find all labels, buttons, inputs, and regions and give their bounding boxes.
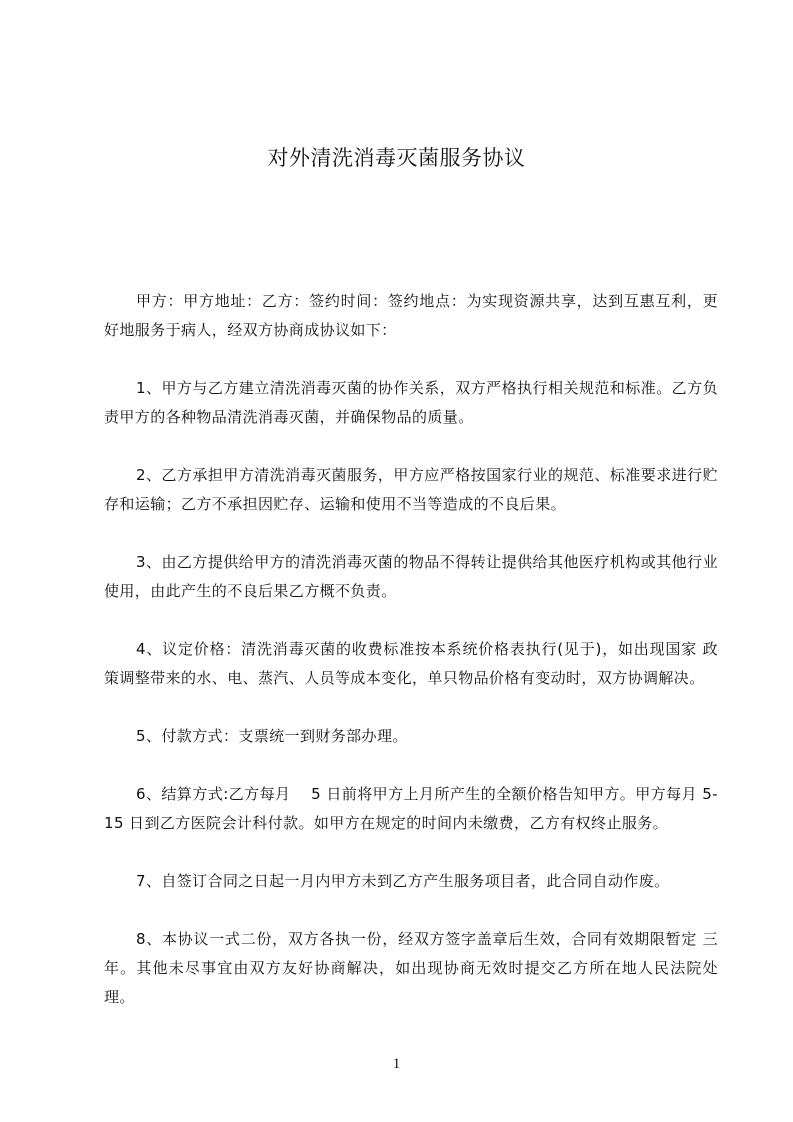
clause-1-paragraph: 1、甲方与乙方建立清洗消毒灭菌的协作关系，双方严格执行相关规范和标准。乙方负责甲方的各种物品清洗消毒灭菌，并确保物品的质量。 xyxy=(104,379,718,426)
clause-6-paragraph: 6、结算方式:乙方每月 5 日前将甲方上月所产生的全额价格告知甲方。甲方每月 5-15 日到乙方医院会计科付款。如甲方在规定的时间内未缴费，乙方有权终止服务。 xyxy=(104,785,718,832)
clause-5-paragraph: 5、付款方式：支票统一到财务部办理。 xyxy=(136,727,408,745)
clause-8-paragraph: 8、本协议一式二份，双方各执一份，经双方签字盖章后生效，合同有效期限暂定 三年。其他未尽事宜由双方友好协商解决，如出现协商无效时提交乙方所在地人民法院处理。 xyxy=(104,930,718,1006)
clause-7-paragraph: 7、自签订合同之日起一月内甲方未到乙方产生服务项目者，此合同自动作废。 xyxy=(136,872,670,890)
page-number: 1 xyxy=(392,1056,401,1072)
clause-2-paragraph: 2、乙方承担甲方清洗消毒灭菌服务，甲方应严格按国家行业的规范、标准要求进行贮存和运输；乙方不承担因贮存、运输和使用不当等造成的不良后果。 xyxy=(104,466,718,513)
clause-4-paragraph: 4、议定价格：清洗消毒灭菌的收费标准按本系统价格表执行(见于)，如出现国家 政策调整带来的水、电、蒸汽、人员等成本变化，单只物品价格有变动时，双方协调解决。 xyxy=(104,640,718,687)
preamble-paragraph: 甲方：甲方地址：乙方：签约时间：签约地点：为实现资源共享，达到互惠互利，更好地服务于病人，经双方协商成协议如下： xyxy=(104,292,718,339)
clause-3-paragraph: 3、由乙方提供给甲方的清洗消毒灭菌的物品不得转让提供给其他医疗机构或其他行业使用，由此产生的不良后果乙方概不负责。 xyxy=(104,553,718,600)
document-title: 对外清洗消毒灭菌服务协议 xyxy=(267,146,526,170)
document-body xyxy=(104,287,718,1041)
